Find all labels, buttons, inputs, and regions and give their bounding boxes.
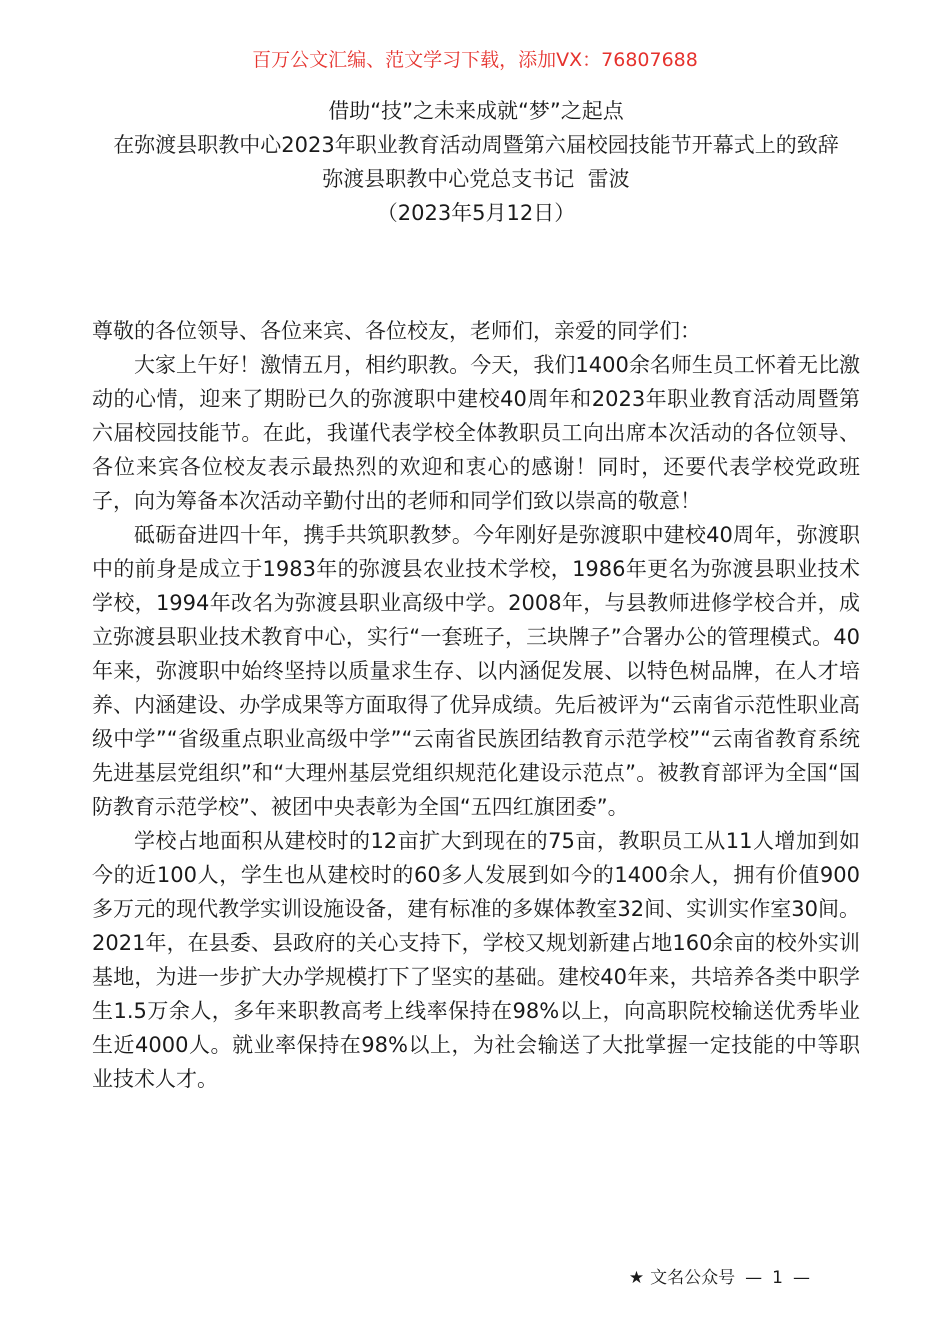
paragraph-greeting: 大家上午好！激情五月，相约职教。今天，我们1400余名师生员工怀着无比激动的心情，迎来了期盼已久的弥渡职中建校40周年和2023年职业教育活动周暨第六届校园技能节。在此，我谨代表学校全体教职员工向出席本次活动的各位领导、各位来宾各位校友表示最热烈的欢迎和衷心的感谢！同时，还要代表学校党政班子，向为筹备本次活动辛勤付出的老师和同学们致以崇高的敬意！ [92, 353, 860, 513]
footer-dash-right: — [793, 1268, 810, 1288]
speech-title: 借助“技”之未来成就“梦”之起点 [328, 99, 624, 123]
footer-source: 文名公众号 [650, 1268, 736, 1288]
page-number: 1 [772, 1268, 783, 1288]
speech-body [92, 314, 860, 1096]
watermark-banner: 百万公文汇编、范文学习下载，添加VX：76807688 [252, 49, 698, 71]
title-block [92, 94, 860, 230]
footer-dash-left: — [745, 1268, 763, 1288]
paragraph-development: 学校占地面积从建校时的12亩扩大到现在的75亩，教职员工从11人增加到如今的近100人，学生也从建校时的60多人发展到如今的1400余人，拥有价值900多万元的现代教学实训设施设备，建有标准的多媒体教室32间、实训实作室30间。2021年，在县委、县政府的关心支持下，学校又规划新建占地160余亩的校外实训基地，为进一步扩大办学规模打下了坚实的基础。建校40年来，共培养各类中职学生1.5万余人，多年来职教高考上线率保持在98%以上，向高职院校输送优秀毕业生近4000人。就业率保持在98%以上，为社会输送了大批掌握一定技能的中等职业技术人才。 [92, 829, 860, 1091]
paragraph-history: 砥砺奋进四十年，携手共筑职教梦。今年刚好是弥渡职中建校40周年，弥渡职中的前身是成立于1983年的弥渡县农业技术学校，1986年更名为弥渡县职业技术学校，1994年改名为弥渡县职业高级中学。2008年，与县教师进修学校合并，成立弥渡县职业技术教育中心，实行“一套班子，三块牌子”合署办公的管理模式。40年来，弥渡职中始终坚持以质量求生存、以内涵促发展、以特色树品牌，在人才培养、内涵建设、办学成果等方面取得了优异成绩。先后被评为“云南省示范性职业高级中学”“省级重点职业高级中学”“云南省民族团结教育示范学校”“云南省教育系统先进基层党组织”和“大理州基层党组织规范化建设示范点”。被教育部评为全国“国防教育示范学校”、被团中央表彰为全国“五四红旗团委”。 [92, 523, 860, 819]
salutation: 尊敬的各位领导、各位来宾、各位校友，老师们，亲爱的同学们： [92, 319, 701, 343]
star-icon: ★ [628, 1268, 645, 1288]
page-footer [629, 1265, 820, 1291]
speech-date: （2023年5月12日） [376, 201, 576, 225]
speech-author: 弥渡县职教中心党总支书记 雷波 [322, 167, 630, 191]
speech-subtitle: 在弥渡县职教中心2023年职业教育活动周暨第六届校园技能节开幕式上的致辞 [113, 133, 839, 157]
